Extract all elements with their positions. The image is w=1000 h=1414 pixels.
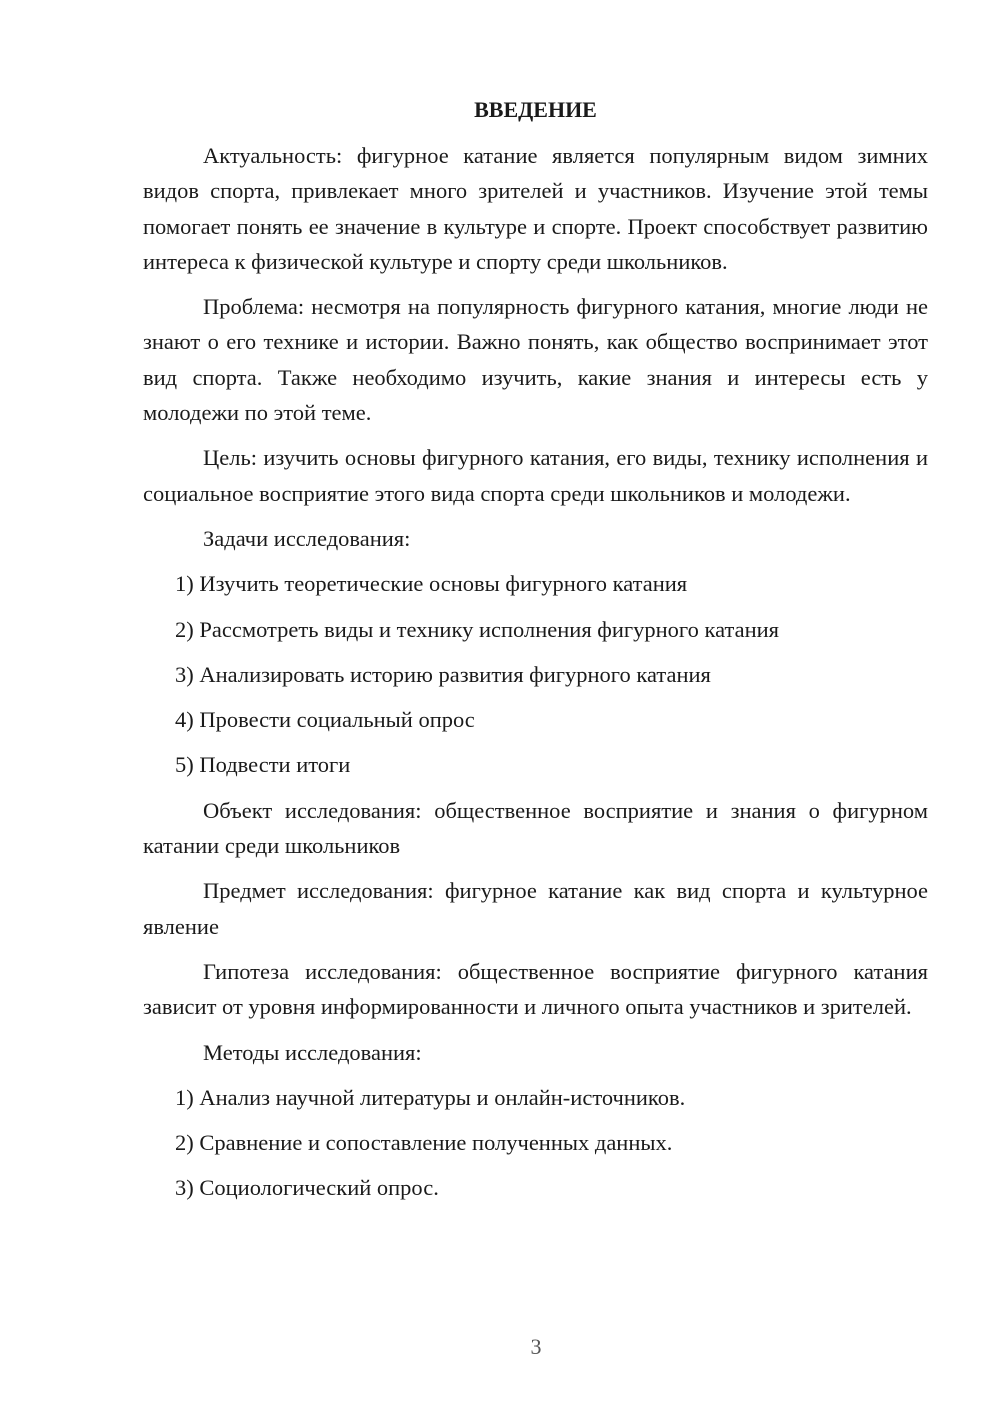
methods-heading: Методы исследования: [203,1039,422,1065]
tasks-heading: Задачи исследования: [203,525,411,551]
methods-list [143,1080,928,1206]
page-number: 3 [530,1334,542,1359]
page-content [143,92,928,1216]
goal-paragraph: Цель: изучить основы фигурного катания, его виды, технику исполнения и социальное восприятие этого вида спорта среди школьников и молодежи. [143,445,928,506]
list-item: 1) Анализ научной литературы и онлайн-источников. [175,1084,686,1110]
list-item: 2) Рассмотреть виды и технику исполнения фигурного катания [175,616,779,642]
list-item: 1) Изучить теоретические основы фигурного катания [175,571,688,597]
object-paragraph: Объект исследования: общественное восприятие и знания о фигурном катании среди школьников [143,797,928,859]
hypothesis-paragraph: Гипотеза исследования: общественное восприятие фигурного катания зависит от уровня информированности и личного опыта участников и зрителей. [143,958,928,1020]
problem-paragraph: Проблема: несмотря на популярность фигурного катания, многие люди не знают о его технике и истории. Важно понять, как общество воспринимает этот вид спорта. Также необходимо изучить, какие знания и интересы есть у молодежи по этой теме. [143,294,928,426]
list-item: 3) Социологический опрос. [175,1175,439,1201]
list-item: 5) Подвести итоги [175,752,351,778]
relevance-paragraph: Актуальность: фигурное катание является популярным видом зимних видов спорта, привлекает много зрителей и участников. Изучение этой темы помогает понять ее значение в культуре и спорте. Проект способствует развитию интереса к физической культуре и спорту среди школьников. [143,143,928,274]
list-item: 4) Провести социальный опрос [175,707,475,733]
list-item: 3) Анализировать историю развития фигурного катания [175,661,711,687]
subject-paragraph: Предмет исследования: фигурное катание как вид спорта и культурное явление [143,878,928,939]
page-title: ВВЕДЕНИЕ [474,97,597,122]
tasks-list [143,566,928,782]
list-item: 2) Сравнение и сопоставление полученных данных. [175,1130,673,1156]
